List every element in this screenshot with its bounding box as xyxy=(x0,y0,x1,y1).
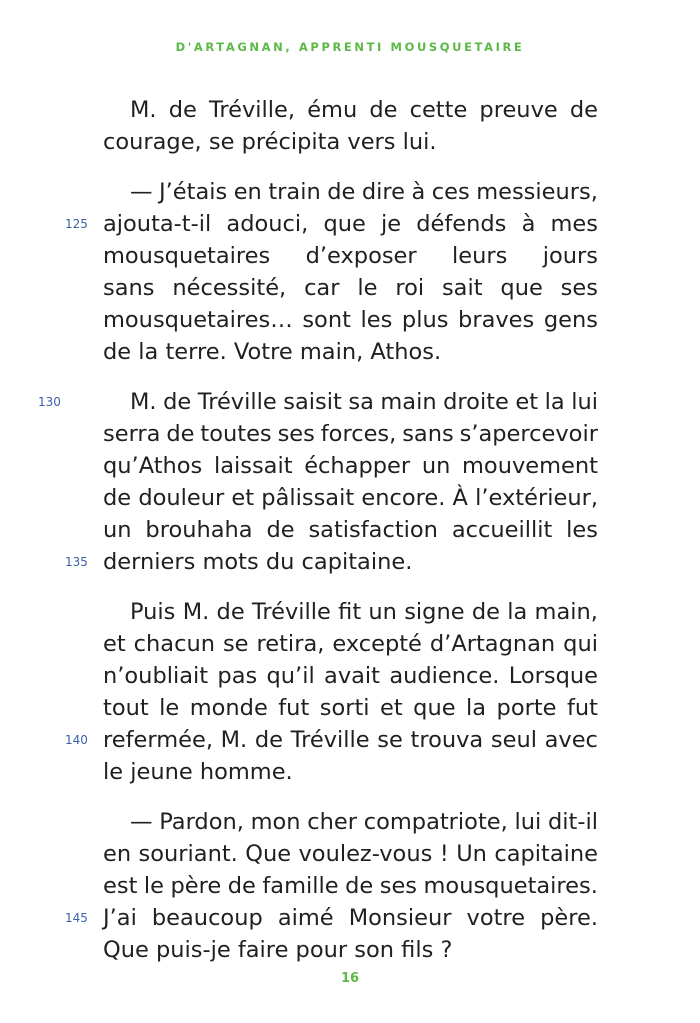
line-text: derniers mots du capitaine. xyxy=(103,549,413,575)
page-number: 16 xyxy=(340,971,360,986)
word: et xyxy=(515,389,539,415)
word: dire xyxy=(361,179,405,205)
text-line xyxy=(103,838,598,870)
word: ses xyxy=(379,873,418,899)
word: beaucoup xyxy=(151,905,263,931)
word: à xyxy=(411,179,426,205)
word: M. xyxy=(130,389,157,415)
line-text: de la terre. Votre main, Athos. xyxy=(103,339,442,365)
text-line xyxy=(103,756,598,788)
word: — xyxy=(130,179,153,205)
word: de xyxy=(254,727,283,753)
line-text xyxy=(103,724,598,756)
text-line xyxy=(103,870,598,902)
word: M. xyxy=(130,97,157,123)
word: lui xyxy=(571,389,598,415)
word: en xyxy=(103,841,132,867)
word: main, xyxy=(534,599,598,625)
word: de xyxy=(471,599,500,625)
word: qu’il xyxy=(266,663,315,689)
word: Tréville xyxy=(290,727,370,753)
word: audience. xyxy=(389,663,500,689)
word: fit xyxy=(338,599,362,625)
word: un xyxy=(368,599,397,625)
word: de xyxy=(168,97,197,123)
line-text xyxy=(103,870,598,902)
word: pas xyxy=(217,663,258,689)
word: dit-il xyxy=(547,809,598,835)
body-text xyxy=(38,94,598,984)
word: fut xyxy=(566,695,598,721)
paragraph xyxy=(103,94,598,158)
text-line xyxy=(103,304,598,336)
line-number: 140 xyxy=(65,733,88,747)
text-line xyxy=(103,176,598,208)
word: braves xyxy=(458,307,535,333)
paragraph xyxy=(65,596,598,788)
word: pâlissait xyxy=(261,485,355,511)
word: Monsieur xyxy=(348,905,452,931)
word: le xyxy=(357,275,378,301)
word: de xyxy=(327,179,356,205)
word: que xyxy=(500,275,543,301)
word: à xyxy=(521,211,536,237)
word: sa xyxy=(348,389,374,415)
word: de xyxy=(569,97,598,123)
word: car xyxy=(304,275,340,301)
word: chacun xyxy=(133,631,215,657)
line-number: 130 xyxy=(38,395,61,409)
word: mouvement xyxy=(462,453,598,479)
word: famille xyxy=(262,873,339,899)
line-number: 135 xyxy=(65,555,88,569)
word: le xyxy=(159,695,180,721)
word: J’étais xyxy=(159,179,228,205)
word: sont xyxy=(302,307,351,333)
text-line xyxy=(103,482,598,514)
paragraph xyxy=(65,806,598,966)
word: je xyxy=(380,211,402,237)
paragraph xyxy=(65,176,598,368)
word: douleur xyxy=(138,485,225,511)
text-line xyxy=(103,514,598,546)
word: avec xyxy=(544,727,598,753)
word: Puis xyxy=(130,599,176,625)
word: votre xyxy=(466,905,526,931)
word: train xyxy=(268,179,321,205)
word: échapper xyxy=(304,453,411,479)
line-text xyxy=(103,240,598,272)
word: un xyxy=(421,453,451,479)
paragraph xyxy=(38,386,598,578)
word: plus xyxy=(401,307,449,333)
word: Que xyxy=(245,841,292,867)
word: saisit xyxy=(283,389,342,415)
word: sans xyxy=(103,275,155,301)
word: avait xyxy=(324,663,380,689)
line-text: courage, se précipita vers lui. xyxy=(103,129,437,155)
text-line xyxy=(103,272,598,304)
word: le xyxy=(143,873,164,899)
word: sans xyxy=(402,421,454,447)
word: ! xyxy=(439,841,449,867)
text-line xyxy=(103,94,598,126)
word: voulez-vous xyxy=(298,841,433,867)
word: se xyxy=(222,631,249,657)
word: signe xyxy=(404,599,465,625)
word: se xyxy=(377,727,403,753)
word: de xyxy=(216,599,245,625)
text-line xyxy=(65,724,598,756)
text-line xyxy=(103,418,598,450)
text-line xyxy=(65,546,598,578)
word: de xyxy=(369,97,398,123)
word: capitaine xyxy=(494,841,598,867)
line-text xyxy=(103,660,598,692)
word: ses xyxy=(277,421,315,447)
line-text xyxy=(103,208,598,240)
text-line xyxy=(103,240,598,272)
line-text xyxy=(130,94,598,126)
word: fut xyxy=(278,695,310,721)
line-text xyxy=(103,692,598,724)
word: d’Artagnan xyxy=(429,631,556,657)
word: ces xyxy=(431,179,470,205)
word: de xyxy=(266,517,295,543)
word: nécessité, xyxy=(172,275,287,301)
text-line xyxy=(103,336,598,368)
word: de xyxy=(166,421,195,447)
line-text xyxy=(103,838,598,870)
line-text xyxy=(130,176,598,208)
text-line xyxy=(103,692,598,724)
line-text xyxy=(130,806,598,838)
word: gens xyxy=(543,307,598,333)
line-text: le jeune homme. xyxy=(103,759,293,785)
word: sait xyxy=(441,275,483,301)
word: la xyxy=(466,695,487,721)
word: les xyxy=(566,517,598,543)
word: de xyxy=(345,873,374,899)
line-text xyxy=(103,450,598,482)
word: mousquetaires… xyxy=(103,307,293,333)
line-text xyxy=(103,628,598,660)
word: refermée, xyxy=(103,727,213,753)
line-number: 145 xyxy=(65,911,88,925)
word: la xyxy=(544,389,565,415)
word: un xyxy=(103,517,132,543)
word: et xyxy=(231,485,255,511)
word: preuve xyxy=(479,97,558,123)
word: porte xyxy=(496,695,557,721)
word: compatriote, xyxy=(363,809,508,835)
text-line xyxy=(65,902,598,934)
word: n’oubliait xyxy=(103,663,209,689)
word: ajouta-t-il xyxy=(103,211,212,237)
running-header: D'ARTAGNAN, APPRENTI MOUSQUETAIRE xyxy=(175,40,525,54)
word: mousquetaires xyxy=(103,243,271,269)
word: excepté xyxy=(332,631,422,657)
word: défends xyxy=(416,211,507,237)
word: sorti xyxy=(319,695,370,721)
word: Lorsque xyxy=(508,663,598,689)
word: forces, xyxy=(320,421,397,447)
word: seul xyxy=(490,727,537,753)
word: de xyxy=(227,873,256,899)
word: Tréville xyxy=(197,389,277,415)
word: droite xyxy=(443,389,509,415)
word: J’ai xyxy=(103,905,137,931)
word: d’exposer xyxy=(305,243,417,269)
line-text xyxy=(130,596,598,628)
word: satisfaction xyxy=(308,517,438,543)
word: toutes xyxy=(200,421,272,447)
word: tout xyxy=(103,695,149,721)
line-text xyxy=(130,386,598,418)
line-text xyxy=(103,272,598,304)
line-text xyxy=(103,902,598,934)
word: main xyxy=(380,389,437,415)
word: aimé xyxy=(277,905,334,931)
text-line xyxy=(103,126,598,158)
word: adouci, xyxy=(226,211,309,237)
word: accueillit xyxy=(451,517,553,543)
word: la xyxy=(507,599,528,625)
word: serra xyxy=(103,421,161,447)
word: qui xyxy=(563,631,598,657)
word: À xyxy=(452,485,468,511)
word: lui xyxy=(514,809,542,835)
word: M. xyxy=(220,727,248,753)
word: leurs xyxy=(452,243,508,269)
word: de xyxy=(103,485,132,511)
word: jours xyxy=(542,243,598,269)
word: s’apercevoir xyxy=(459,421,598,447)
word: père xyxy=(170,873,222,899)
word: que xyxy=(323,211,366,237)
text-line xyxy=(103,450,598,482)
word: souriant. xyxy=(138,841,238,867)
word: messieurs, xyxy=(476,179,598,205)
word: trouva xyxy=(410,727,484,753)
text-line xyxy=(103,596,598,628)
word: qu’Athos xyxy=(103,453,203,479)
word: en xyxy=(233,179,262,205)
word: laissait xyxy=(213,453,293,479)
word: mes xyxy=(550,211,598,237)
word: mousquetaires. xyxy=(423,873,598,899)
word: encore. xyxy=(361,485,446,511)
word: — xyxy=(130,809,153,835)
line-text xyxy=(103,514,598,546)
word: retira, xyxy=(256,631,325,657)
text-line xyxy=(103,806,598,838)
line-text xyxy=(103,482,598,514)
word: est xyxy=(103,873,138,899)
word: père. xyxy=(540,905,598,931)
word: ses xyxy=(560,275,598,301)
word: roi xyxy=(395,275,425,301)
text-line xyxy=(38,386,598,418)
word: M. xyxy=(182,599,210,625)
word: mon xyxy=(250,809,301,835)
word: cette xyxy=(409,97,468,123)
word: que xyxy=(413,695,456,721)
word: et xyxy=(103,631,126,657)
word: et xyxy=(380,695,403,721)
word: Un xyxy=(456,841,487,867)
word: brouhaha xyxy=(145,517,253,543)
line-text xyxy=(103,418,598,450)
word: Tréville xyxy=(251,599,331,625)
line-text: Que puis-je faire pour son fils ? xyxy=(103,937,453,963)
line-number: 125 xyxy=(65,217,88,231)
text-line xyxy=(103,660,598,692)
text-line xyxy=(103,934,598,966)
word: cher xyxy=(307,809,358,835)
text-line xyxy=(65,208,598,240)
word: ému xyxy=(307,97,358,123)
word: Pardon, xyxy=(159,809,244,835)
line-text xyxy=(103,304,598,336)
text-line xyxy=(103,628,598,660)
word: les xyxy=(360,307,393,333)
word: monde xyxy=(189,695,268,721)
word: de xyxy=(163,389,192,415)
word: Tréville, xyxy=(208,97,296,123)
word: l’extérieur, xyxy=(475,485,598,511)
